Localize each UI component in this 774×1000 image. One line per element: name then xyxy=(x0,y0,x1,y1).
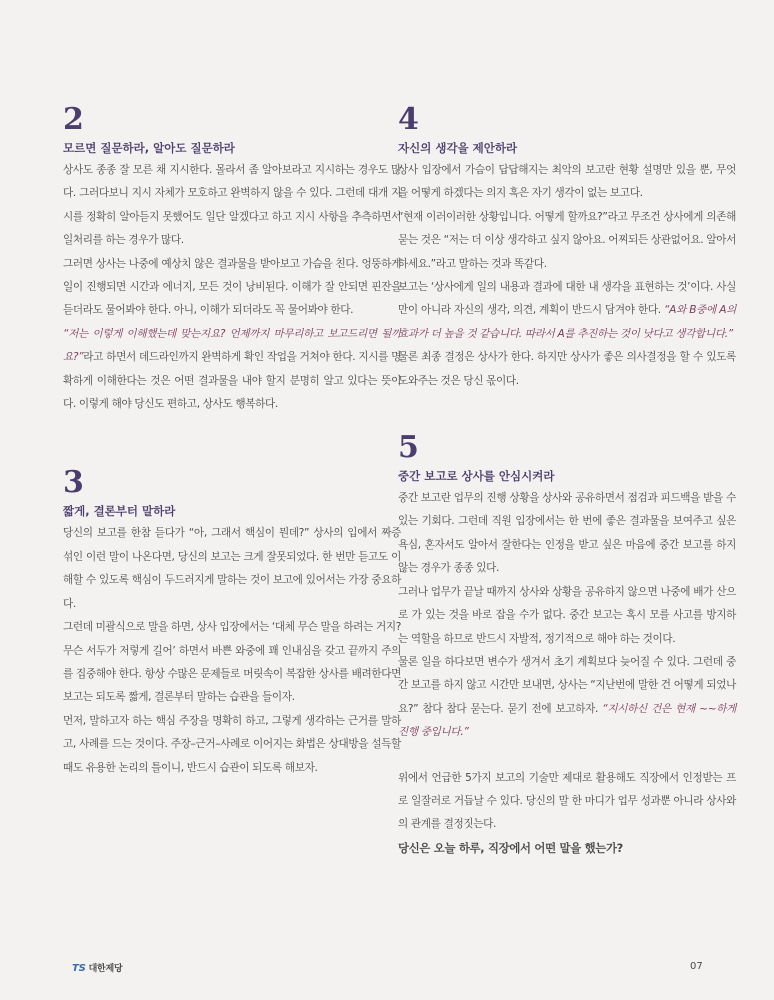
section-body xyxy=(63,522,401,779)
section-2 xyxy=(63,102,401,416)
left-column xyxy=(63,102,401,780)
paragraph xyxy=(398,346,736,393)
body-text: 그러나 업무가 끝날 때까지 상사와 상황을 공유하지 않으면 나중에 배가 산으로 가 있는 것을 바로 잡을 수가 없다. 중간 보고는 혹시 모를 사고를 방지하는 역할을 하므로 반드시 자발적, 정기적으로 해야 하는 것이다. xyxy=(398,585,736,645)
body-text: 당신의 보고를 한참 듣다가 “아, 그래서 핵심이 뭔데?” 상사의 입에서 짜증 섞인 이런 말이 나온다면, 당신의 보고는 크게 잘못되었다. 한 번만 듣고도 이해할 수 있도록 핵심이 두드러지게 말하는 것이 보고에 있어서는 가장 중요하다. xyxy=(63,527,401,610)
body-text: “현재 이러이러한 상황입니다. 어떻게 할까요?”라고 무조건 상사에게 의존해 묻는 것은 “저는 더 이상 생각하고 싶지 않아요. 어찌되든 상관없어요. 알아서 하세요.”라고 말하는 것과 똑같다. xyxy=(398,210,736,270)
section-title: 모르면 질문하라, 알아도 질문하라 xyxy=(63,141,235,155)
section-number: 5 xyxy=(398,430,419,466)
closing-text: 위에서 언급한 5가지 보고의 기술만 제대로 활용해도 직장에서 인정받는 프로 일잘러로 거듭날 수 있다. 당신의 말 한 마디가 업무 성과뿐 아니라 상사와의 관계를 결정짓는다. xyxy=(398,771,736,831)
section-body xyxy=(63,159,401,416)
body-text: 먼저, 말하고자 하는 핵심 주장을 명확히 하고, 그렇게 생각하는 근거를 말하고, 사례를 드는 것이다. 주장–근거–사례로 이어지는 화법은 상대방을 설득할 때도 유용한 논리의 틀이니, 반드시 습관이 되도록 해보자. xyxy=(63,714,401,774)
closing-question: 당신은 오늘 하루, 직장에서 어떤 말을 했는가? xyxy=(398,840,623,855)
body-text: 상사도 종종 잘 모른 채 지시한다. 몰라서 좀 알아보라고 지시하는 경우도 많다. 그러다보니 지시 자체가 모호하고 완벽하지 않을 수 있다. 그런데 대개 지시를 정확히 알아듣지 못했어도 일단 알겠다고 하고 지시 사항을 추측하면서 일처리를 하는 경우가 많다. xyxy=(63,164,401,247)
paragraph xyxy=(398,206,736,276)
paragraph xyxy=(63,616,401,710)
body-text: 보고는 ‘상사에게 일의 내용과 결과에 대한 내 생각을 표현하는 것’이다. 사실만이 아니라 자신의 생각, 의견, 계획이 반드시 담겨야 한다. xyxy=(398,281,736,317)
company-logo xyxy=(72,961,123,974)
paragraph xyxy=(63,522,401,616)
quote-text: “A와 B중에 A의 효과가 더 높을 것 같습니다. 따라서 A를 추진하는 것이 낫다고 생각합니다.” xyxy=(398,304,737,340)
body-text: 그러면 상사는 나중에 예상치 않은 결과물을 받아보고 가슴을 친다. 엉뚱하게 일이 진행되면 시간과 에너지, 모든 것이 낭비된다. 이해가 잘 안되면 핀잔을 듣더라도 물어봐야 한다. 아니, 이해가 되더라도 꼭 물어봐야 한다. xyxy=(63,257,401,317)
section-body xyxy=(398,159,736,393)
body-text: 라고 하면서 데드라인까지 완벽하게 확인 작업을 거쳐야 한다. 지시를 명확하게 이해한다는 것은 어떤 결과물을 내야 할지 분명히 알고 있다는 뜻이다. 이렇게 해야 당신도 편하고, 상사도 행복하다. xyxy=(63,351,401,411)
paragraph xyxy=(398,276,736,346)
section-title: 중간 보고로 상사를 안심시켜라 xyxy=(398,469,555,484)
quote-text: “저는 이렇게 이해했는데 맞는지요? 언제까지 마무리하고 보고드리면 될까요?” xyxy=(63,327,401,364)
section-number: 2 xyxy=(63,102,84,137)
body-text: 그런데 미괄식으로 말을 하면, 상사 입장에서는 ‘대체 무슨 말을 하려는 거지? 무슨 서두가 저렇게 길어’ 하면서 바쁜 와중에 꽤 인내심을 갖고 끝까지 주의를 집중해야 한다. 항상 수많은 문제들로 머릿속이 복잡한 상사를 배려한다면 보고는 되도록 짧게, 결론부터 말하는 습관을 들이자. xyxy=(63,621,401,704)
logo-text: 대한제당 xyxy=(88,964,123,974)
paragraph xyxy=(63,710,401,780)
right-column xyxy=(398,102,737,859)
section-title: 자신의 생각을 제안하라 xyxy=(398,141,518,155)
page-number: 07 xyxy=(690,961,703,972)
closing-block xyxy=(398,767,736,859)
section-number: 4 xyxy=(398,102,419,137)
paragraph xyxy=(398,487,736,581)
body-text: 상사 입장에서 가슴이 답답해지는 최악의 보고란 현황 설명만 있을 뿐, 무엇을 어떻게 하겠다는 의지 혹은 자기 생각이 없는 보고다. xyxy=(398,164,736,200)
paragraph xyxy=(398,651,736,745)
body-text: 물론 최종 결정은 상사가 한다. 하지만 상사가 좋은 의사결정을 할 수 있도록 도와주는 것은 당신 몫이다. xyxy=(398,351,736,387)
paragraph xyxy=(63,159,401,253)
logo-mark: TS xyxy=(72,963,86,974)
paragraph xyxy=(398,159,736,206)
paragraph xyxy=(63,323,401,417)
quote-text: “지시하신 건은 현재 ~~하게 진행 중입니다.” xyxy=(398,702,736,739)
section-4 xyxy=(398,102,737,393)
section-number: 3 xyxy=(63,465,84,501)
section-body xyxy=(398,487,736,744)
section-title: 짧게, 결론부터 말하라 xyxy=(63,504,176,519)
paragraph xyxy=(63,253,401,323)
body-text: 중간 보고란 업무의 진행 상황을 상사와 공유하면서 점검과 피드백을 받을 수 있는 기회다. 그런데 직원 입장에서는 한 번에 좋은 결과물을 보여주고 싶은 욕심, 혼자서도 알아서 잘한다는 인정을 받고 싶은 마음에 중간 보고를 하지 않는 경우가 종종 있다. xyxy=(398,492,736,575)
paragraph xyxy=(398,581,736,651)
section-5 xyxy=(398,430,736,744)
section-3 xyxy=(63,465,401,779)
body-text: 물론 일을 하다보면 변수가 생겨서 초기 계획보다 늦어질 수 있다. 그런데 중간 보고를 하지 않고 시간만 보내면, 상사는 “지난번에 말한 건 어떻게 되었나요?” 참다 참다 묻는다. 묻기 전에 보고하자. xyxy=(398,655,736,715)
